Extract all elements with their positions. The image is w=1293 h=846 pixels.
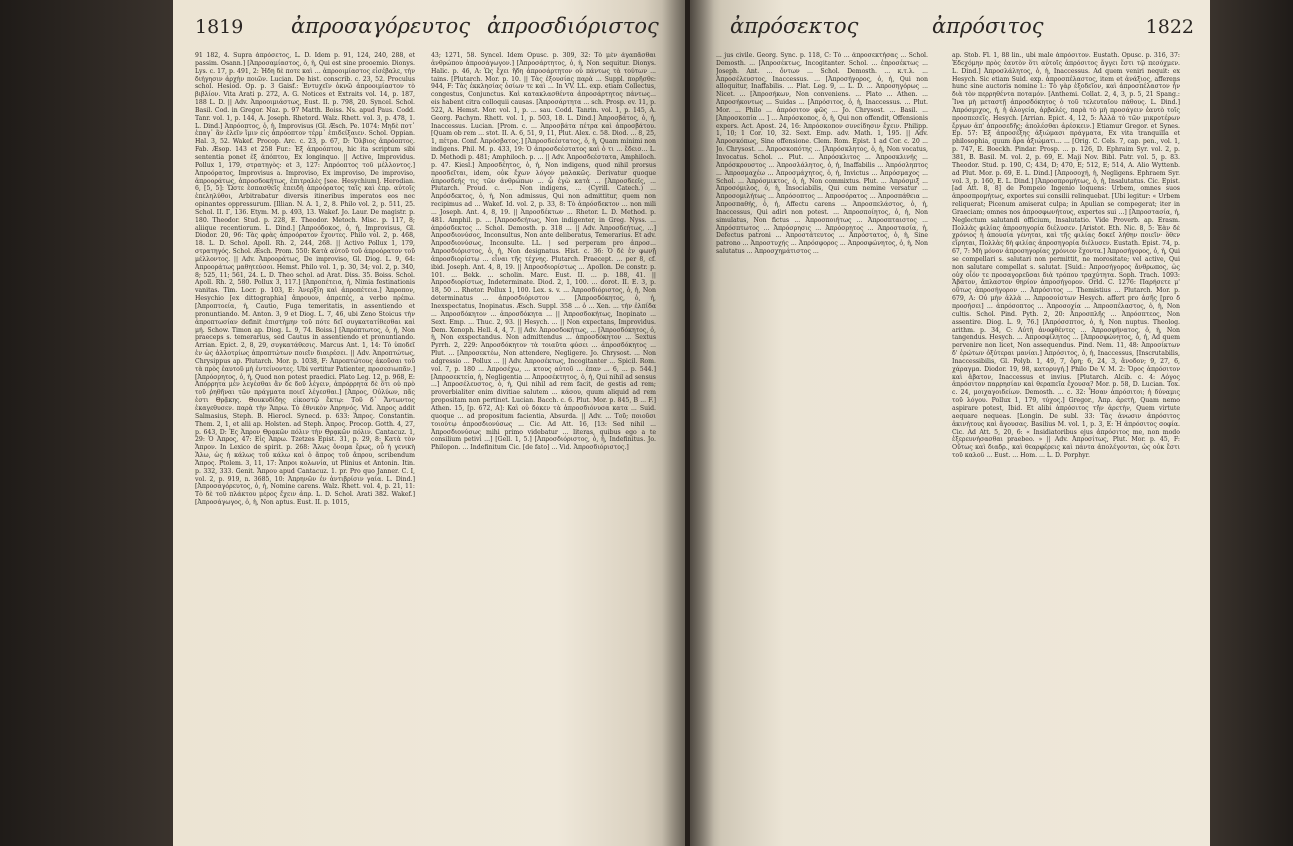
- background-left: [0, 0, 173, 846]
- right-headword-a: ἀπρόσεκτος: [730, 14, 859, 38]
- left-page-number: 1819: [195, 16, 244, 38]
- right-page-header: [690, 16, 1210, 40]
- right-columns: [690, 52, 1210, 838]
- right-page: [690, 0, 1210, 846]
- left-column-1: 91 182, 4. Supra ἀπρόσετος, L. D. Idem p. 91, 124, 240, 288, et passim. Οsann.] [Ἀπροσαμίαστος, ὁ, ἡ, Qui est sine prooemio. Dionys. Lys. c. 17, p. 491, 2: Ἠδη δὲ ποτε καὶ … ἀπροοιμίαστος εἰσέβαλε, τὴν διήγησιν ἀρχὴν ποιῶν. Lucian. De hist. conscrib. c. 23, 52. Proculus schol. Hesiod. Op. p. 3 Gaisf.: Ἐντυχεῖν ὀκνῶ ἀπροοιμίαστον τὸ βιβλίον. Vita Arati p. 272, A. G. Notices et Extraits vol. 14, p. 187, 188 L. D. || Adv. Ἀπροοιμιάστως, Eust. II. p. 798, 20. Syncel. Schol. Basil. Cod. in Gregor. Naz. p. 97 Matth. Boiss. Ns. apud Paus. Codd. Tanr. vol. 1, p. 144, A. Joseph. Rhetord. Walz. Rhett. vol. 3, p. 478, 1. L. Dind.] Ἀπρόοπτος, ὁ, ἡ, Improvisus (Gl. Æsch. Pe. 1074: Μηδὲ ποτ᾽ ἐπαγ᾽ ἂν ἐλεῖν ἴμιν εἰς ἀπρόοπτον τέρμ᾽ ἐπιδείξαιεν. Schol. Oppian. Hal. 3, 52. Wakef. Procop. Arc. c. 23, p. 67, D: Ὅλβιος ἀπρόοπτος. Fab. Æsop. 143 et 258 Fur.: Ἐξ ἀπροόπτου, hic ita scriptum sibi sententia ponet ἐξ ἀπόπτου, Ex longinquo. || Active, Improvidus. Pollux 1, 179, στρατηγὸς: et 3, 127: Ἀπρόοπτος τοῦ μέλλοντος.] Ἀπροόρατος, Improvisus a. Improviso, Ex improviso, De improviso, ἀπροοράτως, ἀπροσδοκήτως, ἐπιτραλὲς [see. Hesychium]. Herodian. 6, [5, 5]: Ὥστε ἐσπασθεῖς ἐπειδὴ ἀπροόρατος ταῖς καὶ ἐπρ. αὐτοῖς ἐπεληλύθοι, Arbitrabatur diversis itineribus imperatos eos nec opinantes oppressurum. [Illian. N. A. 1, 2, 8. Philo vol. 2, p. 511, 25. Schol. II. Γ, 136. Etym. M. p. 493, 13. Wakef. Jo. Laur. De magistr. p. 180. Theodor. Stud. p. 228, E. Theodor. Metoch. Misc. p. 117, 8; aliique recentiorum. L. Dind.] [Ἀπροόδοκος, ὁ, ἡ, Improvisus, Gl. Diodor. 20, 96: Τὰς φρὰς ἀπροόρατον ἔχοντες. Philo vol. 2, p. 468, 18. L. D. Schol. Apoll. Rh. 2, 244, 268. || Activo Pollux 1, 179, στρατηγός. Schol. Æsch. Prom. 550: Κατὰ αὐτοῦ τοῦ ἀπροόρατον τοῦ μέλλοντος. || Adv. Ἀπροοράτως, De improviso, Gl. Diog. L. 9, 64: Ἀπροοράτως μαθητεύσοι. Hemst. Philo vol. 1, p. 30, 34; vol. 2, p. 340, 8; 525, 11; 561, 24. L. D. Theo schol. ad Arat. Diss. 35. Boiss. Schol. Apoll. Rh. 2, 580. Pollux 3, 117.] [Ἀπροπέτεια, ἡ, Nimia festinationis vanitas. Tim. Locr. p. 103, E: Ἀνερξίη καὶ ἀπροπέτεια.] Ἀπροπον, Hesychio [ex dittographia] ἄπρουον, ἀπρεπές, a verbo πρέπω. [Ἀπροπτοεία, ἡ, Cautio, Fuga temeritatis, in assentiendo et pronuntiando. M. Anton. 3, 9 et Diog. L. 7, 46, ubi Zeno Stoicus τὴν ἀπροπτωσίαν definit ἐπιστήμην τοῦ πότε δεῖ συγκατατίθεσθαι καὶ μή. Schow. Timon ap. Diog. L. 9, 74. Boiss.] [Ἀπρόπτωτος, ὁ, ἡ, Non praeceps s. temerarius, sed Cautus in assentiendo et pronuntiando. Arrian. Epict. 2, 8, 29, συγκατάθεσις. Marcus Ant. 1, 14: Τὸ ὑποδεῖ ἐν ὡς ἀλλοτρίως ἀπροπτώτων ποιεῖν διαιρέσει. || Adv. Ἀπροπτώτως, Chrysippus ap. Plutarch. Mor. p. 1038, F: Ἀπροπτώτους ἀκοῦσαι τοῦ τὰ πρὸς ἑαυτοῦ μὴ ἐντείνοντες. Ubi vertitur Patienter, προσεσιωπᾶν.] [Ἀπρόσρητος, ὁ, ἡ, Quod non potest praedici. Plato Leg. 12, p. 968, E: Ἀπόρρητα μὲν λεγέσθαι ἂν δε δοῦ λέγειν, ἀπρόρρητα δὲ ὅτι οὐ πρὸ τοῦ ῥηθῆναι τῶν πράγματα ποιεῖ λέγεσθαι.] [Ἀπρος, Οὐλύων, πᾶς ἐστι Θρᾷκης. Θουκυδίδης εἰκοστῷ ἔκτῳ: Τοῦ δ᾽ Ἄντωντος ἐκαγεθυσεν. παρὰ τὴν Ἄπρω. Tὸ ἐθνικὸν Ἀπρηνός. Vid. Ἀπρος addit Salmasius, Steph. B. Hierocl. Synecd. p. 633: Ἄπρος. Constantin. Them. 2, 1, et alii ap. Holsten. ad Steph. Ἀπρος. Procop. Gotth. 4, 27, p. 643, D: Ἐς Ἀπρον Θρᾳκῶν πόλιν τὴν Θρᾳκῶν πόλιν. Cantacuz. 1, 29: Ὁ Ἀπρος, 47: Εἰς Ἀπρω. Tzetzes Epist. 31, p. 29, 8: Κατὰ τὸν Ἄπρον. In Lexico de spirit. p. 268: Ἅλως ὄνομα ἔρως, οὗ ἡ γενικὴ Ἅλω, ὡς ἡ κάλως τοῦ κάλω καὶ ὁ ἄπρος τοῦ ἄπρου, scribendum Ἄπρος. Ptolem. 3, 11, 17: Ἄπροι κολωνία, ut Plinius et Antonin. Itin. p. 332, 333. Genit. Ἄπρου apud Cantacuz. 1. pr. Pro quo Janner. C. I, vol. 2, p. 919, n. 3685, 10: Ἀπρηνῶν ἐν ἀντιβρίσιν γαία. L. Dind.] [Ἀπροσαγόρευτος, ὁ, ἡ, Nomine carens. Walz. Rhett. vol. 4, p. 21, 11: Τὸ δὲ τοῦ πλάκτου μέρος ἔχειν ἀπρ. L. D. Schol. Arati 382. Wakef.] [Ἀπροσάγωγος, ὁ, ἡ, Non aptus. Eust. II. p. 1015,: [195, 52, 415, 507]
- left-headword-a: ἀπροσαγόρευτος: [291, 14, 471, 38]
- left-column-2: 43; 1271, 58. Syncel. Idem Opusc. p. 309, 32: Τὸ μὲν ἀγαπᾶσθαι ἀνθρώπου ἀπροσάγωγον.] [Ἀπροσάρτητος, ὁ, ἡ, Non sequitur. Dionys. Halic. p. 46, A: Ὡς ἔχει ἤδη ἀπροσάρτητον οὐ πάντως τὰ τούτων ... tains. [Plutarch. Mor. p. 10. || Τὰς ἐξουσίας παρὰ ... Suppl. πορῆσθε: 944, F: Τὰς ἐκκλησίας ὁσίων τε καὶ ... In VV. LL. exp. etiam Collectus, congestus, Conjunctus. Καὶ κατακλασθέντα ἀπροσάρτητος πάντως... eis habent citra colloquii causas. [Ἀπροσάρτητα ... sch. Prosp. ev. 11, p. 522, A. Hemst. Mor. vol. 1, p. ... sau. Codd. Tanrin. vol. 1, p. 145, A. Georg. Pachym. Rhett. vol. 1, p. 503, 18. L. Dind.] Ἀπροσβάτος, ὁ, ἡ, Inaccessus. Lucian. [Prom. c. ... Ἀπροσβάτα πέτρα καὶ ἀπροσβάτου. [Quam ob rem ... stot. II. A. 6, 51, 9, 11, Plut. Alex. c. 58. Diod. ... 8, 25, 1, πέτρα. Conf. Ἀπρόσβατος.] [Ἀπροσδεέστατος, ὁ, ἡ, Quam minimi non indigens. Phil. M. p. 433, 19: Ὁ ἀπροσδεέστατος καὶ ὁ τι ... ἔδεισ... L. D. Methodi p. 481; Amphiloch. p. ... || Adv. Ἀπροσδεέστατα, Amphiloch. p. 47. Kiesl.] Ἀπροσδέητος, ὁ, ἡ, Non indigens, quod nihil prorsus προσδεῖται, idem, οὐκ ἔχων λόγον μαλακῶς. Derivatur quoque ἀπροσδεής τις τῶν ἀνθρώπων ... ᾧ ἐγὼ κατὰ ... [Ἀπροσδεεῖς, ... Plutarch. Proud. c. ... Non indigens, ... (Cyrill. Catech.) ... Ἀπρόσδεκτος, ὁ, ἡ, Non admissus, Qui non admittitur, quem non recipimus ad ... Wakef. Id. vol. 2, p. 33, 8: Τὸ ἀπρόσδεκτον ... non mili ... Joseph. Ant. 4, 8, 19. || Ἀπροσδέκτων ... Rhetor. L. D. Method. p. 481. Amphil. p. ... [Ἀπροσδεήτως, Non indigenter, in Greg. Nyss. ... ἀπρόσδεκτος ... Schol. Demosth. p. 318 ... || Adv. Ἀπροσδεήτως, ...] Ἀπροσδιονύσος, Inconsultus, Non ante deliberatus, Temerarius. Et adv. Ἀπροσδιονύσως, Inconsulte. LL. | sed perperam pro ἀπροσ... Ἀπροσδιόριστος, ὁ, ἡ, Non designatus. Hist. c. 36: Ὁ δὲ ἐν φωνῇ ἀπροσδιορίστῳ ... εἶναι τῆς τέχνης. Plutarch. Praecept. ... per 8, cf. ibid. Joseph. Ant. 4, 8, 19. || Ἀπροσδιορίστως ... Apollon. De constr. p. 101. ... Bekk. ... scholin. Marc. Eust. II. ... p. 188, 41. || Ἀπροσδιορίστως, Indeterminate. Diod. 2, 1, 100. ... dorot. II. E. 3, p. 18, 50 ... Rhetor. Pollux 1, 100. Lex. s. v. ... Ἀπροσδιόριστος, ὁ, ἡ, Non determinatus ... ἀπροσδιόριστον ... [Ἀπροσδόκητος, ὁ, ἡ, Inexspectatus, Inopinatus. Æsch. Suppl. 358 ... ὁ ... Xen. ... τὴν ἐλπίδα ... Ἀπροσδόκητον ... ἀπροσδόκητα ... || Ἀπροσδοκήτως, Inopinato ... Sext. Emp. ... Thuc. 2, 93. || Hesych. ... || Non expectans, Improvidus. Dem. Xenoph. Hell. 4, 4, 7. || Adv. Ἀπροσδοκήτως, ... [Ἀπροσδόκητος, ὁ, ἡ, Non exspectandus. Non admittendus ... ἀπροσδόκητον ... Sextus Pyrrh. 2, 229: Ἀπροσδόκητον τὰ τοιαῦτα φύσει ... ἀπροσδόκητος ... Plut. ... [Ἀπροσεκτέω, Non attendere, Negligere. Jo. Chrysost. ... Non adgressio ... Pollux ... || Adv. Ἀπροσέκτως, Incogitanter ... Spicil. Rom. vol. 7, p. 180 ... Ἀπροσέχω, ... κτους αὐτοῦ ... ἐπαν ... 6, ... p. 544.] [Ἀπροσεκτεία, ἡ, Negligentia ... Ἀπροσέκτητος, ὁ, ἡ, Qui nihil ad sensus ...] Ἀπροσέλευστος, ὁ, ἡ, Qui nihil ad rem facit, de gestis ad rem; proverbialiter enim divitiae salutem ... κάσου, quum aliquid ad rem propositam non pertinet. Lucian. Bacch. c. 6. Plut. Mor. p. 845, B ... F.] Athen. 15, [p. 672, A]: Καὶ οὐ δόκεν τὰ ἀπροσδιόνυσα κατα ... Suid. quoque ... ad propositum facientia, Absurda. || Adv. ... Τοῦ; ποιοῦσι τοιούτῳ ἀπροσδιονύσως ... Cic. Ad Att. 16, [13: Sed nihil ... Ἀπροσδιονύσως mihi primo videbatur ... literas, quibus ego a te consilium petivi ...] [Gell. 1, 5.] [Ἀπροσδιόριστος, ὁ, ἡ, Indefinitus. Jo. Philopon. ... Indefinitum Cic. [de fato] ... Vid. Ἀπροσδιόριστος.]: [431, 52, 656, 452]
- left-page: [173, 0, 685, 846]
- right-headword-b: ἀπρόσιτος: [932, 14, 1044, 38]
- background-right: [1210, 0, 1293, 846]
- right-page-number: 1822: [1145, 16, 1194, 38]
- left-columns: [173, 52, 685, 838]
- right-column-1: ... jus civile. Georg. Sync. p. 118, C: Τὸ ... ἀπροσεκτήσας ... Schol. Demosth. ... [Ἀπροσέκτως, Incogitanter. Schol. ... ἐπροσέκτως ... Joseph. Ant. ... ὄντων ... Schol. Demosth. ... κ.τ.λ. ... Ἀπροσέλευστος, Inaccessus. ... [Ἀπροσήγορος, ὁ, ἡ, Qui non alloquitur, Inaffabilis. ... Plat. Leg. 9, ... L. D. ... Ἀπροσηγόρως ... Nicet. ... [Ἀπροσήκων, Non conveniens. ... Plato ... Athen. ... Ἀπροσήκοντως ... Suidas ... [Ἀπρόσιτος, ὁ, ἡ, Inaccessus. ... Plut. Mor. ... Philo ... ἀπρόσιτον φῶς ... Jo. Chrysost. ... Basil. ... [Ἀπροσκοπία ... ] ... Ἀπρόσκοπος, ὁ, ἡ, Qui non offendit, Offensionis expers. Act. Apost. 24, 16: Ἀπρόσκοπον συνείδησιν ἔχειν. Philipp. 1, 10; 1 Cor. 10, 32. Sext. Emp. adv. Math. 1, 195. || Adv. Ἀπροσκόπως, Sine offensione. Clem. Rom. Epist. 1 ad Cor. c. 20 ... Jo. Chrysost. ... Ἀπροσκοπότης ... [Ἀπρόσκλητος, ὁ, ἡ, Non vocatus, Invocatus. Schol. ... Plut. ... Ἀπρόσκλιτος ... Ἀπροσκλινής ... Ἀπρόσκρουστος ... Ἀπροσλάλητος, ὁ, ἡ, Inaffabilis ... Ἀπρόσληπτος ... Ἀπροσμαχέω ... Ἀπροσμάχητος, ὁ, ἡ, Invictus ... Ἀπρόσμαχος ... Schol. ... Ἀπρόσμικτος, ὁ, ἡ, Non commixtus. Plut. ... Ἀπρόσμιξ ... Ἀπροσόμιλος, ὁ, ἡ, Insociabilis, Qui cum nemine versatur ... Ἀπροσομιλήτως ... Ἀπρόσοπτος ... Ἀπροσόρατος ... Ἀπροσπάθεια ... Ἀπροσπαθής, ὁ, ἡ, Affectu carens ... Ἀπροσπελάστος, ὁ, ἡ, Inaccessus, Qui adiri non potest. ... Ἀπροσποίητος, ὁ, ἡ, Non simulatus, Non fictus ... Ἀπροσποιήτως ... Ἀπροσπταιστος ... Ἀπρόσπτωτος ... Ἀπρόσρησις ... Ἀπρόσρητος ... Ἀπροστασία, ἡ, Defectus patroni ... Ἀπροστάτευτος ... Ἀπρόστατος, ὁ, ἡ, Sine patrono ... Ἀπροστυχής ... Ἀπρόσφορος ... Ἀπροσφώνητος, ὁ, ἡ, Non salutatus ... Ἀπροσχημάτιστος ...: [716, 52, 928, 256]
- right-column-2: ap. Stob. Fl. 1, 88 lin., ubi male ἀπρόσιτον. Eustath. Opusc. p. 316, 37: Ἐδεχόμην πρὸς ἑαυτὸν ὅτι αὐτοῖς ἀπρόσιτος ἄγγει ἔστι τῷ πεσόχμεν. L. Dind.] Ἀπροσλάλητος, ὁ, ἡ, Inaccessus. Ad quem veniri nequit: ex Hesych. Sic etiam Suid. exp. ἀπροσπέλαστος, item et ἀνάξιος, afferens hunc sine auctoris nomine l.: Τὸ γὰρ ἐξοδεῖον, καὶ ἀπροσπέλαστον ἦν διὰ τὸν περρηθέντα ποταμόν. [Anthemi. Collat. 2, 4, 3, p. 5, 21 Spang.: Ἵνα μὴ μεταστῇ ἀπροσδόκητος ὁ τοῦ τελευταῖου πάθους. L. Dind.] Ἀπρόσμιχος, ἡ, ἡ ἀλογεία, ἀρβαλές, παρὰ τὸ μὴ προσάγειν ἑαυτὸ τοῖς προσπεσεῖς. Hesych. [Arrian. Epict. 4, 12, 5: Ἀλλὰ τὸ τῶν μικροτέρων ἔργων ἀπ' ἀπροσεδῆς; ἀπολέσθαι ἀρέσκειν.] Etiamur Gregor. et Synes. Ep. 57: Ἐξ ἀπροσέξης ἀξιώμασι πράγματα, Ex vita tranquilla et philosophia, quum ἄρα ἀξιώματι... ... [Orig. C. Cels. 7, cap. pen., vol. 1, p. 747, E. Boeckh. Pindar. Prosp. ... p. 126, D. Ephraim Syr. vol. 2, p. 381, B. Basil. M. vol. 2, p. 69, E. Maji Nov. Bibl. Patr. vol. 5, p. 83. Theodor. Stud. p. 190, C; 434, D; 470, E; 512, E; 514, A. Alio Wyttenb. ad Plut. Mor. p. 69, E. L. Dind.] [Ἀπροσοχή, ἡ, Negligens. Ephraem Syr. vol. 3, p. 160, E. L. Dind.] [Ἀπροσπρομήτως, ὁ, ἡ, Insalutatus. Cic. Epist. [ad Att. 8, 8] de Pompeio Ingenio loquens: Urbem, omnes suos ἀπροσπρομήτως, exportes sui consilii relinquebat. [Ubi legitur: « Urbem reliquerat; Picenum amiserat culpa; in Apulian se compegerat; iter in Graeciam; omnes nos ἀπροσφωνήτους, expertes sui ...] [Ἀπροστασία, ἡ, Neglectum salutandi officium, Insalutatio. Vide Proverb. ap. Erasm. Πολλὰς φιλίας ἀπροσηγορία διέλυσεν. [Aristot. Eth. Nic. 8, 5: Ἐὰν δὲ χρόνιος ἡ ἀπουσία γένηται, καὶ τῆς φιλίας δοκεῖ λήθην ποιεῖν· ὅθεν εἴρηται, Πολλὰς δὴ φιλίας ἀπροσηγορία διέλυσεν. Eustath. Epist. 74, p. 67, 7: Μὴ μόνον ἀπροσηγορίας χρόνιον ἔχοντα.] Ἀπροσήγορος, ὁ, ἡ, Qui se compellari s. salutari non permittit, ne morositate; vel active, Qui non salutare compellat s. salutat. [Suid.: Ἀπροσήγορος ἄνθρωπος, ὡς οὐχ οἷόν τε προσαγορεῦσαι διὰ τρόπου τραχύτητα. Soph. Trach. 1093: Ἄβατον, ἄπλαστον θηρίον ἀπροσήγορον. Orld. C. 1276: Παρήσετε μ' οὕτως ἀπροσήγορον ... Ἀπρόσιτος ... Themistius ... Plutarch. Mor. p. 679, A: Οὐ μὴν ἀλλὰ ... Ἀπροσοίστων Hesych. affert pro ἀσῆς [pro δ προσήσει] ... ἀπρόσοπτος ... Ἀπροσοχία ... Ἀπροσπέλαστος, ὁ, ἡ, Non cultis. Schol. Pind. Pyth. 2, 20: Ἀπροσπλῆς ... Ἀπρόσπτεος, Non assentire. Diog. L. 9, 76.] [Ἀπρόσσπτος, ὁ, ἡ, Non nuptus. Theolog. arithm. p. 34, C: Αὐτὴ ἀνοφθέντες ... Ἀπροσφήνατος, ὁ, ἡ, Non tangendus. Hesych. ... Ἀπροσφίλητος ... [Ἀπροσφώνητος, ὁ, ἡ, Ad quem pervenire non licet, Non assequendus. Pind. Nem. 11, 48: Ἀπροσίκτων δ' ἐρώτων ὀξύτεραι μανίαι.] Ἀπρόσιτος, ὁ, ἡ, Inaccessus, [Inscrutabilis, Inaccessibilis, Gl. Polyb. 1, 49, 7, ὄρη; 6, 24, 3, ἄνοδον; 9, 27, 6, χάραγμα. Diodor. 19, 98, κατορυγή.] Philo De V. M. 2: Ὄρος ἀπρόσιτον καὶ ἄβατον, Inaccessus et invius. [Plutarch. Alcib. c. 4: Λόγος ἀπρόσιτον παρρησίαν καὶ θεραπεῖα ἔχουσα? Mor. p. 58, D. Lucian. Tox. c. 24, μοιχαγοιδείων. Demosth. ... c. 32: Ἦσαν ἀπρόσιτοι; ἡ δύναμις τοῦ λόγου. Pollux 1, 179, τύχος.] Gregor., Ἀπρ. ἀρετὴ, Quam nemo aspirare potest, Ibid. Et alibi ἀπρόσιτος τῆν ἀρετὴν, Quem virtute aequare nequeas. [Longin. De subl. 33: Τὰς ἀνωσιν ἀπρόσιτος ἀκινήτους καὶ ἄγουσας. Basilius M. vol. 1, p. 3, E: Ἡ ἀπρόσιτος σοφία. Cic. Ad Att. 5, 20, 6: « Insidiatoribus ejus ἀπρόσιτος me, non modo ἐξερευνήσασθαι praebeo. » || Adv. Ἀπροσίτως, Plut. Mor. p. 45, F: Οὕτως καὶ διαδρ., καὶ θεαρφέρεις καὶ πάντα ἀπολέγονται, ὡς οὐκ ἔστι τοῦ καλοῦ ... Eust. ... Hom. ... L. D. Porphyr.: [952, 52, 1180, 460]
- left-page-header: [173, 16, 685, 40]
- left-headword-b: ἀπροσδιόριστος: [487, 14, 659, 38]
